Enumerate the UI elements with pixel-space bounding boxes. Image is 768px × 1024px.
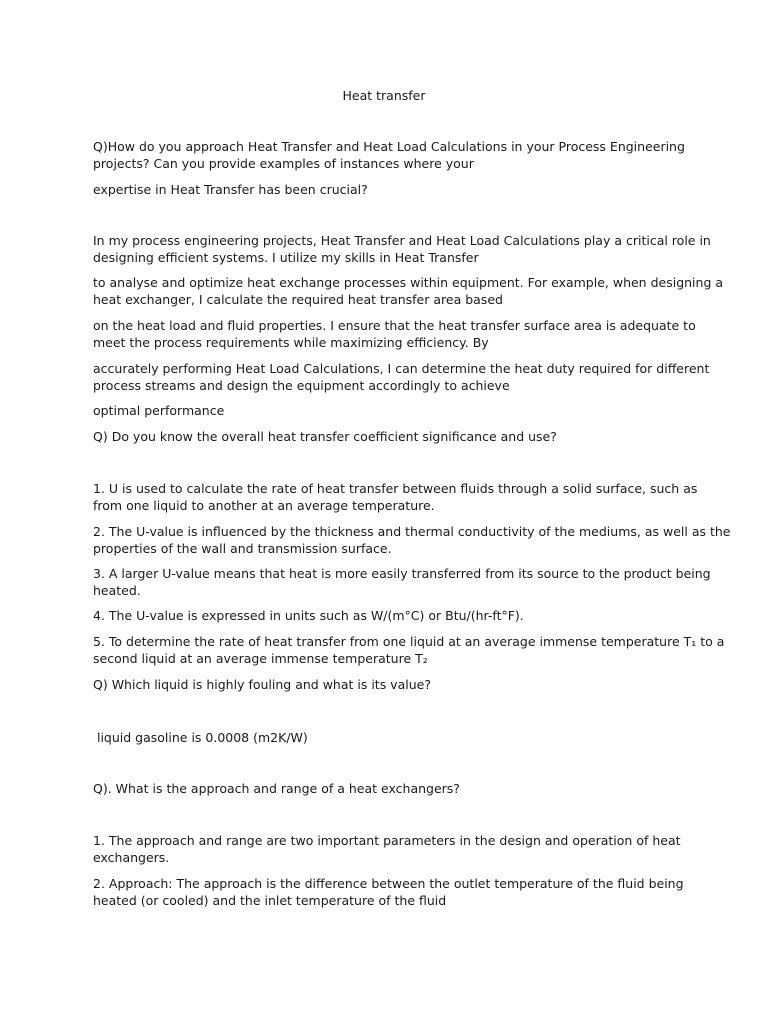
paragraph-answer-1c: [93, 318, 696, 351]
text-line: on the heat load and fluid properties. I ensure that the heat transfer surface area is adequate to: [93, 318, 696, 333]
paragraph-question-1: [93, 139, 683, 172]
paragraph-question-1-cont: [93, 182, 683, 199]
text-line: accurately performing Heat Load Calculations, I can determine the heat duty required for different: [93, 361, 710, 376]
text-line: optimal performance: [93, 403, 225, 418]
list-item-u-5: [93, 634, 725, 667]
list-item-u-1: [93, 481, 698, 514]
text-line: 2. The U-value is influenced by the thickness and thermal conductivity of the mediums, as well as the: [93, 524, 731, 539]
list-item-u-3: [93, 566, 711, 599]
list-item-u-2: [93, 524, 731, 557]
paragraph-answer-1e: [93, 403, 683, 420]
paragraph-question-3: [93, 677, 683, 694]
text-line: process streams and design the equipment accordingly to achieve: [93, 377, 510, 393]
text-line: 4. The U-value is expressed in units such as W/(m°C) or Btu/(hr-ft°F).: [93, 608, 524, 623]
paragraph-question-2: [93, 429, 683, 446]
text-line: expertise in Heat Transfer has been crucial?: [93, 182, 368, 197]
text-line: 2. Approach: The approach is the difference between the outlet temperature of the fluid being: [93, 876, 684, 891]
text-line: In my process engineering projects, Heat Transfer and Heat Load Calculations play a critical role in: [93, 233, 711, 248]
paragraph-answer-1d: [93, 361, 710, 394]
paragraph-answer-1b: [93, 275, 724, 308]
text-line: designing efficient systems. I utilize my skills in Heat Transfer: [93, 249, 479, 265]
text-line: liquid gasoline is 0.0008 (m2K/W): [93, 730, 308, 745]
text-line: meet the process requirements while maximizing efficiency. By: [93, 334, 489, 350]
text-line: to analyse and optimize heat exchange processes within equipment. For example, when designing a: [93, 275, 724, 290]
text-line: 1. The approach and range are two important parameters in the design and operation of heat: [93, 833, 681, 848]
text-line: projects? Can you provide examples of instances where your: [93, 155, 474, 171]
text-line: Q) Do you know the overall heat transfer coefficient significance and use?: [93, 429, 557, 444]
text-line: 5. To determine the rate of heat transfer from one liquid at an average immense temperature T₁ to a: [93, 634, 725, 649]
text-line: 3. A larger U-value means that heat is more easily transferred from its source to the product being: [93, 566, 711, 581]
list-item-approach-2: [93, 876, 683, 909]
paragraph-question-4: [93, 781, 683, 798]
paragraph-answer-1a: [93, 233, 711, 266]
text-line: heated.: [93, 582, 141, 598]
list-item-approach-1: [93, 833, 683, 866]
text-line: second liquid at an average immense temperature T₂: [93, 650, 428, 666]
text-line: Q)How do you approach Heat Transfer and Heat Load Calculations in your Process Engineering: [93, 139, 685, 154]
list-item-u-4: [93, 608, 683, 625]
text-line: exchangers.: [93, 849, 170, 865]
text-line: 1. U is used to calculate the rate of heat transfer between fluids through a solid surface, such as: [93, 481, 698, 496]
text-line: Q). What is the approach and range of a heat exchangers?: [93, 781, 460, 796]
text-line: properties of the wall and transmission surface.: [93, 540, 392, 556]
text-line: heat exchanger, I calculate the required heat transfer area based: [93, 291, 503, 307]
text-line: heated (or cooled) and the inlet temperature of the fluid: [93, 892, 447, 908]
document-title: Heat transfer: [342, 88, 426, 103]
paragraph-answer-3: [93, 730, 683, 747]
text-line: from one liquid to another at an average temperature.: [93, 497, 435, 513]
text-line: Q) Which liquid is highly fouling and what is its value?: [93, 677, 431, 692]
